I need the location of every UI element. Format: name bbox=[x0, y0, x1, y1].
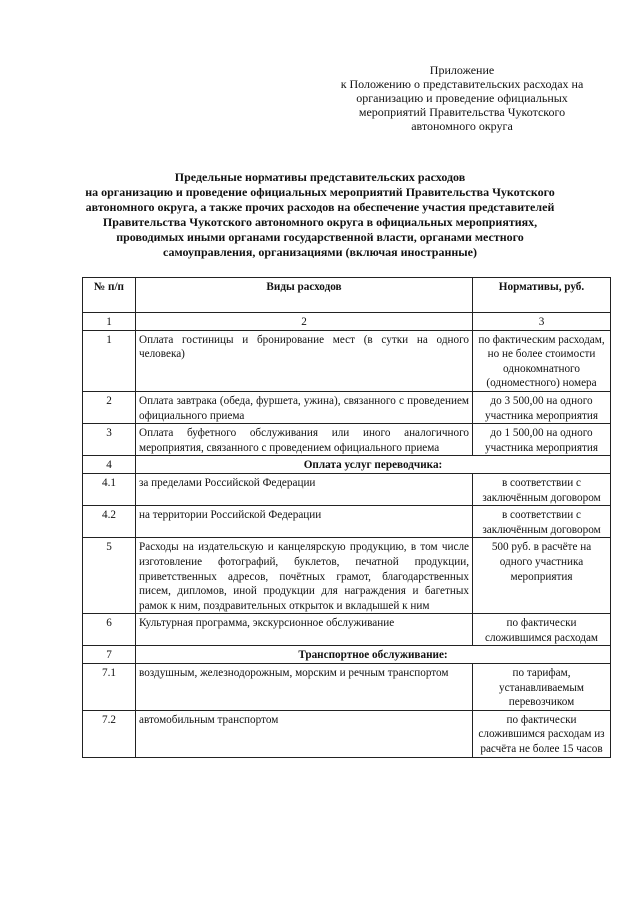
row-type: автомобильным транспортом bbox=[136, 710, 473, 757]
row-type: Оплата завтрака (обеда, фуршета, ужина), связанного с проведением официального приема bbox=[136, 391, 473, 423]
section-row bbox=[83, 646, 611, 664]
row-num: 7.1 bbox=[83, 664, 136, 711]
col-number: 3 bbox=[473, 313, 611, 331]
row-num: 5 bbox=[83, 538, 136, 614]
title-line: проводимых иными органами государственной власти, органами местного bbox=[116, 230, 524, 244]
appendix-note bbox=[312, 63, 612, 133]
appendix-line: организацию и проведение официальных bbox=[356, 91, 568, 105]
title-line: Предельные нормативы представительских расходов bbox=[174, 170, 466, 184]
table-header-row bbox=[83, 278, 611, 313]
row-norm: в соответствии с заключённым договором bbox=[473, 506, 611, 538]
table-row bbox=[83, 473, 611, 505]
row-type: на территории Российской Федерации bbox=[136, 506, 473, 538]
row-norm: 500 руб. в расчёте на одного участника мероприятия bbox=[473, 538, 611, 614]
section-title: Оплата услуг переводчика: bbox=[136, 456, 611, 474]
row-norm: до 1 500,00 на одного участника мероприятия bbox=[473, 424, 611, 456]
row-num: 6 bbox=[83, 614, 136, 646]
appendix-line: автономного округа bbox=[411, 119, 513, 133]
row-num: 3 bbox=[83, 424, 136, 456]
row-norm: по фактическим расходам, но не более стоимости однокомнатного (одноместного) номера bbox=[473, 330, 611, 391]
table-row bbox=[83, 664, 611, 711]
table-row bbox=[83, 710, 611, 757]
row-num: 1 bbox=[83, 330, 136, 391]
title-line: на организацию и проведение официальных мероприятий Правительства Чукотского bbox=[85, 185, 555, 199]
row-num: 4 bbox=[83, 456, 136, 474]
header-norm: Нормативы, руб. bbox=[473, 278, 611, 313]
col-number: 2 bbox=[136, 313, 473, 331]
row-norm: по фактически сложившимся расходам из расчёта не более 15 часов bbox=[473, 710, 611, 757]
col-number: 1 bbox=[83, 313, 136, 331]
section-row bbox=[83, 456, 611, 474]
column-number-row bbox=[83, 313, 611, 331]
row-norm: в соответствии с заключённым договором bbox=[473, 473, 611, 505]
table-row bbox=[83, 424, 611, 456]
row-type: Культурная программа, экскурсионное обслуживание bbox=[136, 614, 473, 646]
appendix-line: Приложение bbox=[429, 63, 495, 77]
appendix-line: мероприятий Правительства Чукотского bbox=[358, 105, 566, 119]
header-num: № п/п bbox=[83, 278, 136, 313]
table-row bbox=[83, 614, 611, 646]
row-type: воздушным, железнодорожным, морским и речным транспортом bbox=[136, 664, 473, 711]
row-num: 7.2 bbox=[83, 710, 136, 757]
section-title: Транспортное обслуживание: bbox=[136, 646, 611, 664]
table-row bbox=[83, 330, 611, 391]
row-norm: по фактически сложившимся расходам bbox=[473, 614, 611, 646]
title-line: самоуправления, организациями (включая иностранные) bbox=[163, 245, 477, 259]
row-type: за пределами Российской Федерации bbox=[136, 473, 473, 505]
row-norm: до 3 500,00 на одного участника мероприятия bbox=[473, 391, 611, 423]
row-type: Оплата буфетного обслуживания или иного аналогичного мероприятия, связанного с проведением официального приема bbox=[136, 424, 473, 456]
table-row bbox=[83, 506, 611, 538]
header-type: Виды расходов bbox=[136, 278, 473, 313]
title-line: автономного округа, а также прочих расходов на обеспечение участия представителей bbox=[85, 200, 555, 214]
row-num: 7 bbox=[83, 646, 136, 664]
row-num: 4.1 bbox=[83, 473, 136, 505]
row-num: 2 bbox=[83, 391, 136, 423]
document-title bbox=[70, 170, 570, 260]
table-row bbox=[83, 538, 611, 614]
row-type: Расходы на издательскую и канцелярскую продукцию, в том числе изготовление фотографий, буклетов, печатной продукции, приветственных адресов, почётных грамот, благодарственных писем, дипломов, иной продукции для награждения и багетных рамок к ним, поздравительных открыток и вкладышей к ним bbox=[136, 538, 473, 614]
appendix-line: к Положению о представительских расходах на bbox=[340, 77, 584, 91]
table-row bbox=[83, 391, 611, 423]
norms-table bbox=[82, 277, 611, 758]
row-num: 4.2 bbox=[83, 506, 136, 538]
title-line: Правительства Чукотского автономного округа в официальных мероприятиях, bbox=[102, 215, 538, 229]
row-norm: по тарифам, устанавливаемым перевозчиком bbox=[473, 664, 611, 711]
row-type: Оплата гостиницы и бронирование мест (в сутки на одного человека) bbox=[136, 330, 473, 391]
